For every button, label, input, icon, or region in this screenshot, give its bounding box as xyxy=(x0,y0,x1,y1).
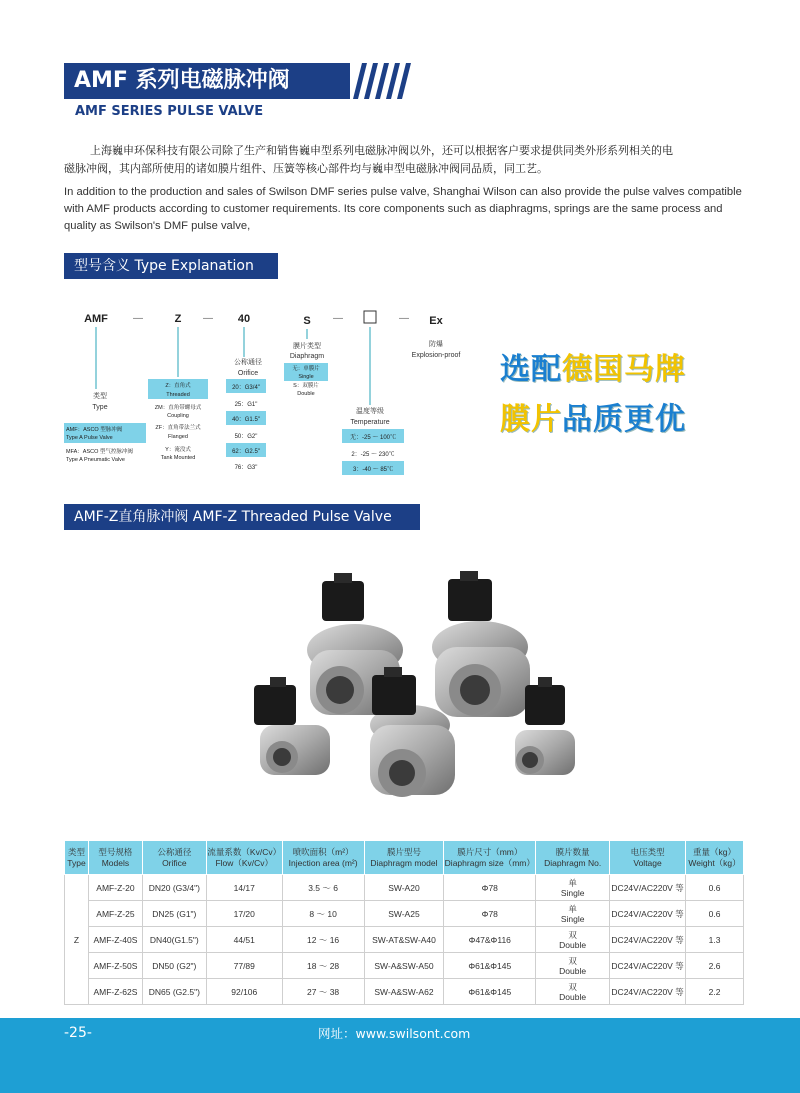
type-amf: AMF：ASCO 型脉冲阀 xyxy=(66,427,123,433)
orifice-62: 62：G2.5" xyxy=(232,449,260,455)
orifice-50: 50：G2" xyxy=(234,434,258,440)
orifice-label-en: Orifice xyxy=(237,370,259,377)
cell-diaphragm-no: 单 Single xyxy=(536,901,610,927)
code-blank-box xyxy=(364,311,376,323)
cell-diaphragm-model: SW-A&SW-A50 xyxy=(364,953,444,979)
cell-weight: 2.6 xyxy=(686,953,744,979)
code-amf: AMF xyxy=(84,313,108,325)
cell-area: 3.5 ～ 6 xyxy=(282,875,364,901)
cell-orifice: DN50 (G2") xyxy=(142,953,206,979)
section-type-explanation: 型号含义 Type Explanation xyxy=(64,253,278,279)
th-diaphragm-no: 膜片数量 Diaphragm No. xyxy=(536,841,610,875)
th-voltage: 电压类型 Voltage xyxy=(610,841,686,875)
cell-voltage: DC24V/AC220V 等 xyxy=(610,953,686,979)
cell-model: AMF-Z-50S xyxy=(88,953,142,979)
ex-label-cn: 防爆 xyxy=(429,341,443,348)
cell-area: 27 ～ 38 xyxy=(282,979,364,1005)
z-flanged-cn: ZF：直角带法兰式 xyxy=(155,425,201,431)
table-row xyxy=(65,875,744,901)
temp-3: 3：-40 ～ 85℃ xyxy=(352,467,394,473)
type-code-diagram xyxy=(60,305,500,485)
section-threaded-pulse-valve: AMF-Z直角脉冲阀 AMF-Z Threaded Pulse Valve xyxy=(64,504,420,530)
code-z: Z xyxy=(174,313,182,325)
type-amf-en: Type A Pulse Valve xyxy=(66,435,113,441)
page-title: AMF 系列电磁脉冲阀 xyxy=(74,68,290,93)
orifice-76: 76：G3" xyxy=(234,465,258,471)
promo-line-2: 膜片品质更优 xyxy=(500,402,686,437)
code-dash-1: — xyxy=(133,313,143,324)
cell-flow: 17/20 xyxy=(206,901,282,927)
cell-area: 18 ～ 28 xyxy=(282,953,364,979)
cell-flow: 14/17 xyxy=(206,875,282,901)
cell-area: 12 ～ 16 xyxy=(282,927,364,953)
temp-label-en: Temperature xyxy=(350,419,390,426)
code-s: S xyxy=(303,315,311,327)
cell-size: Φ47&Φ116 xyxy=(444,927,536,953)
intro-cn-line2: 磁脉冲阀，其内部所使用的诸如膜片组件、压簧等核心部件均与巍申型电磁脉冲阀同品质，同工艺。 xyxy=(64,162,548,175)
cell-area: 8 ～ 10 xyxy=(282,901,364,927)
cell-model: AMF-Z-40S xyxy=(88,927,142,953)
th-type: 类型 Type xyxy=(65,841,89,875)
diaph-label-cn: 膜片类型 xyxy=(293,343,321,350)
cell-model: AMF-Z-62S xyxy=(88,979,142,1005)
cell-diaphragm-model: SW-A25 xyxy=(364,901,444,927)
code-ex: Ex xyxy=(429,315,443,327)
cell-orifice: DN25 (G1") xyxy=(142,901,206,927)
cell-weight: 2.2 xyxy=(686,979,744,1005)
type-label-en: Type xyxy=(92,404,108,411)
z-threaded-cn: Z：直角式 xyxy=(165,383,191,389)
cell-model: AMF-Z-20 xyxy=(88,875,142,901)
type-mfa: MFA：ASCO 型气控脉冲阀 xyxy=(66,449,133,455)
th-models: 型号规格 Models xyxy=(88,841,142,875)
cell-weight: 0.6 xyxy=(686,901,744,927)
diaph-single-en: Single xyxy=(298,374,314,380)
spec-table-header-row xyxy=(65,841,744,875)
type-label-cn: 类型 xyxy=(93,393,107,400)
th-weight: 重量（kg） Weight（kg） xyxy=(686,841,744,875)
diaph-double-cn: S：双膜片 xyxy=(293,383,319,389)
cell-size: Φ61&Φ145 xyxy=(444,953,536,979)
promo-line-1: 选配德国马牌 xyxy=(500,352,686,387)
cell-orifice: DN40(G1.5") xyxy=(142,927,206,953)
th-diaphragm-size: 膜片尺寸（mm） Diaphragm size（mm） xyxy=(444,841,536,875)
code-dash-4: — xyxy=(399,313,409,324)
table-row xyxy=(65,901,744,927)
cell-voltage: DC24V/AC220V 等 xyxy=(610,901,686,927)
promo-text xyxy=(500,345,750,445)
cell-diaphragm-no: 双 Double xyxy=(536,927,610,953)
cell-diaphragm-model: SW-A20 xyxy=(364,875,444,901)
cell-size: Φ78 xyxy=(444,901,536,927)
orifice-label-cn: 公称通径 xyxy=(234,359,262,366)
code-dash-2: — xyxy=(203,313,213,324)
code-40: 40 xyxy=(237,313,251,325)
temp-label-cn: 温度等级 xyxy=(356,408,384,415)
cell-size: Φ61&Φ145 xyxy=(444,979,536,1005)
cell-weight: 0.6 xyxy=(686,875,744,901)
cell-weight: 1.3 xyxy=(686,927,744,953)
cell-orifice: DN65 (G2.5") xyxy=(142,979,206,1005)
orifice-40: 40：G1.5" xyxy=(232,417,260,423)
cell-diaphragm-no: 单 Single xyxy=(536,875,610,901)
cell-voltage: DC24V/AC220V 等 xyxy=(610,979,686,1005)
table-row xyxy=(65,927,744,953)
cell-diaphragm-model: SW-AT&SW-A40 xyxy=(364,927,444,953)
th-injection-area: 喷吹面积（m²） Injection area (m²) xyxy=(282,841,364,875)
z-coupling-en: Coupling xyxy=(167,413,189,419)
pulse-valve-product-image xyxy=(240,565,580,815)
temp-2: 2：-25 ～ 230℃ xyxy=(351,452,395,458)
type-mfa-en: Type A Pneumatic Valve xyxy=(66,457,125,463)
website-url[interactable]: 网址：www.swilsont.com xyxy=(318,1026,471,1041)
page-subtitle: AMF SERIES PULSE VALVE xyxy=(75,104,264,119)
intro-en: In addition to the production and sales of Swilson DMF series pulse valve, Shanghai Wilson can also provide the pulse valves compatible with AMF products according to customer requirements. Its core components such as diaphragms, springs are the same process and quality as Swilson's DMF pulse valve, xyxy=(64,186,742,232)
z-coupling-cn: ZM：直角带螺母式 xyxy=(154,405,202,411)
temp-none: 无：-25 ～ 100℃ xyxy=(349,435,397,441)
cell-flow: 92/106 xyxy=(206,979,282,1005)
page-number: -25- xyxy=(64,1025,92,1041)
z-threaded-en: Threaded xyxy=(166,392,190,398)
cell-flow: 44/51 xyxy=(206,927,282,953)
intro-cn-line1: 上海巍申环保科技有限公司除了生产和销售巍申型系列电磁脉冲阀以外，还可以根据客户要求提供同类外形系列相关的电 xyxy=(90,144,673,157)
cell-size: Φ78 xyxy=(444,875,536,901)
title-stripes-decoration xyxy=(352,63,412,99)
th-flow: 流量系数（Kv/Cv） Flow（Kv/Cv） xyxy=(206,841,282,875)
diaph-single-cn: 无：单膜片 xyxy=(292,366,320,372)
cell-diaphragm-no: 双 Double xyxy=(536,979,610,1005)
spec-table xyxy=(64,840,744,1005)
diaph-double-en: Double xyxy=(297,391,315,397)
z-tank-en: Tank Mounted xyxy=(160,455,196,461)
th-orifice: 公称通径 Orifice xyxy=(142,841,206,875)
th-diaphragm-model: 膜片型号 Diaphragm model xyxy=(364,841,444,875)
cell-type: Z xyxy=(65,875,89,1005)
cell-flow: 77/89 xyxy=(206,953,282,979)
table-row xyxy=(65,979,744,1005)
orifice-20: 20：G3/4" xyxy=(232,385,260,391)
z-tank-cn: Y：淹没式 xyxy=(165,447,191,453)
code-dash-3: — xyxy=(333,313,343,324)
diaph-label-en: Diaphragm xyxy=(289,353,325,360)
ex-label-en: Explosion-proof xyxy=(411,352,461,359)
z-flanged-en: Flanged xyxy=(168,434,188,440)
cell-model: AMF-Z-25 xyxy=(88,901,142,927)
table-row xyxy=(65,953,744,979)
cell-voltage: DC24V/AC220V 等 xyxy=(610,927,686,953)
cell-diaphragm-no: 双 Double xyxy=(536,953,610,979)
cell-orifice: DN20 (G3/4") xyxy=(142,875,206,901)
orifice-25: 25：G1" xyxy=(234,402,258,408)
cell-voltage: DC24V/AC220V 等 xyxy=(610,875,686,901)
cell-diaphragm-model: SW-A&SW-A62 xyxy=(364,979,444,1005)
